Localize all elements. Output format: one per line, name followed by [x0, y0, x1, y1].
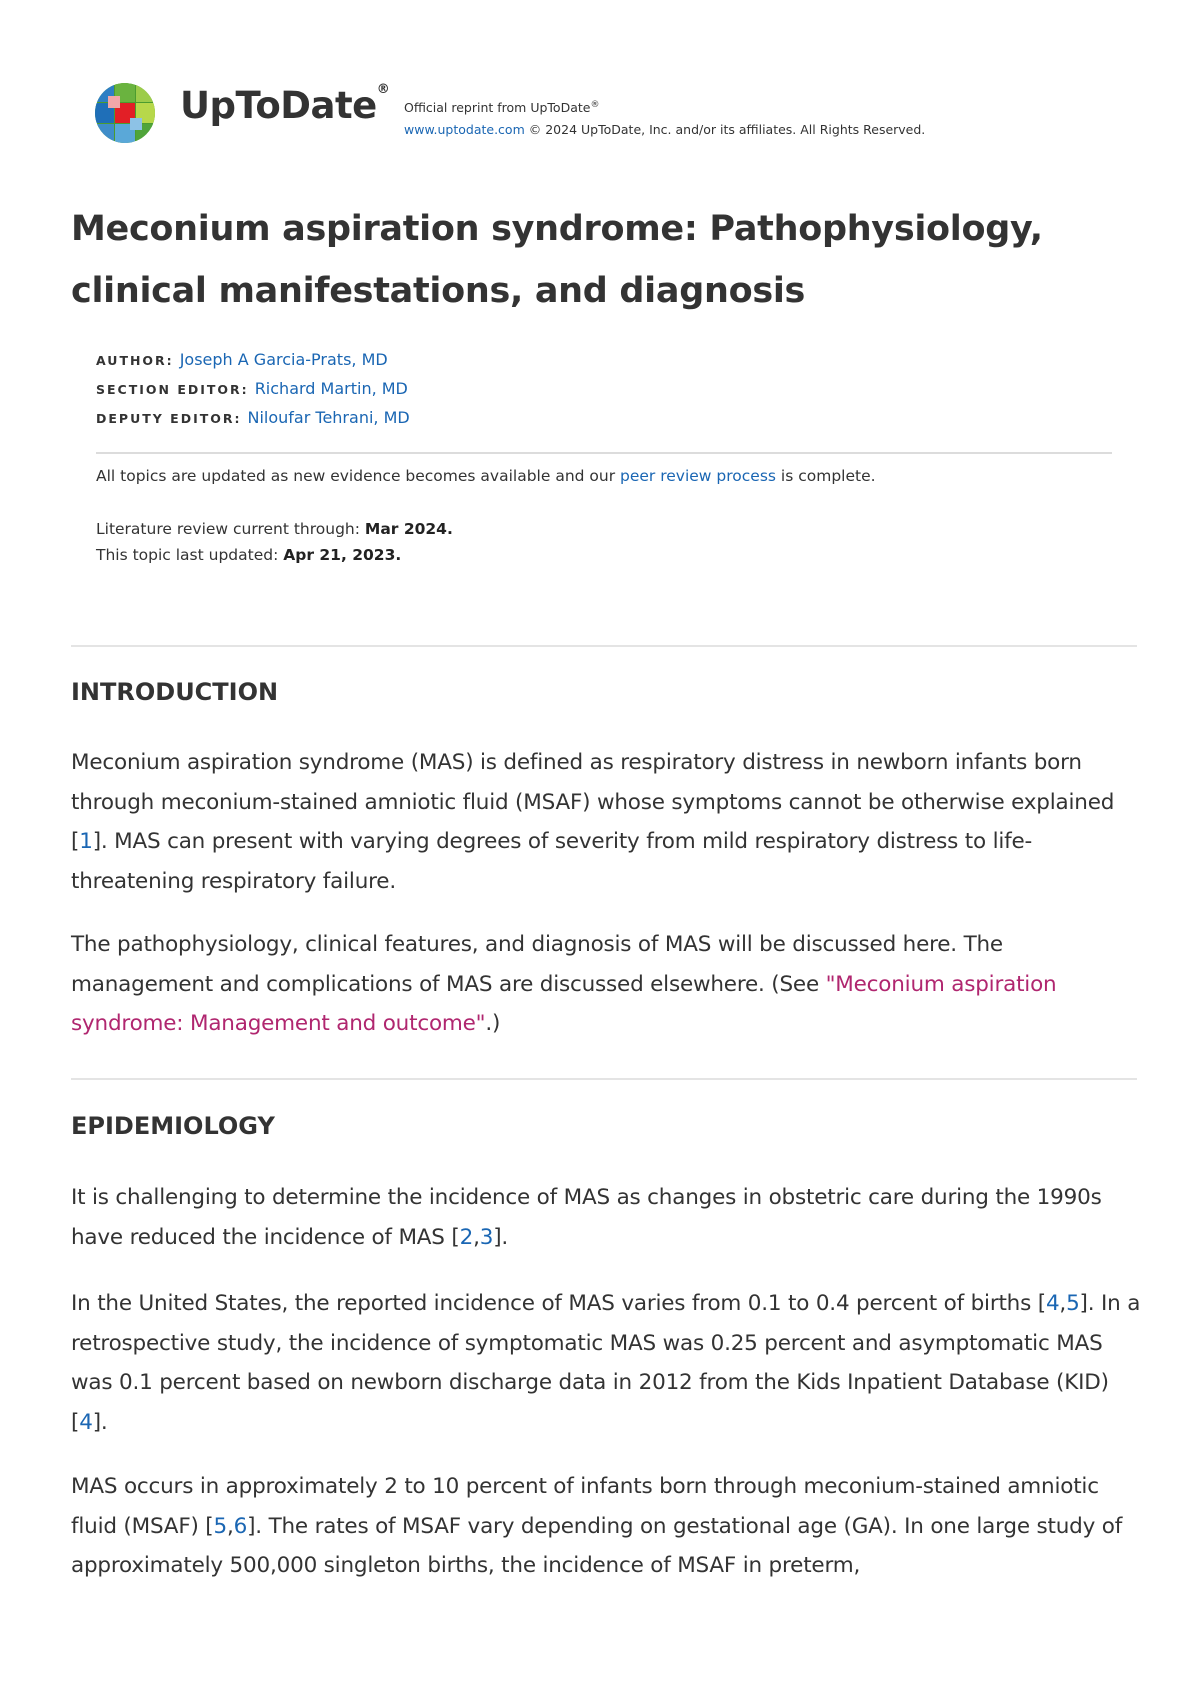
epidemiology-paragraph-3: MAS occurs in approximately 2 to 10 percent of infants born through meconium-stained amniotic fluid (MSAF) [5,6]. The rates of MSAF vary depending on gestational age (GA). In one large study of approximately 500,000 singleton births, the incidence of MSAF in preterm, [71, 1474, 1123, 1578]
section-divider [71, 1078, 1137, 1080]
section-editor-link[interactable]: Richard Martin, MD [254, 379, 408, 398]
reference-link[interactable]: 4 [79, 1409, 93, 1435]
uptodate-site-link[interactable]: www.uptodate.com [404, 122, 525, 138]
reference-link[interactable]: 5 [1066, 1291, 1080, 1316]
peer-review-link[interactable]: peer review process [620, 467, 776, 485]
last-updated-date: This topic last updated: Apr 21, 2023. [96, 546, 402, 564]
literature-review-date: Literature review current through: Mar 2024. [96, 520, 453, 538]
page-title: Meconium aspiration syndrome: Pathophysiology, clinical manifestations, and diagnosis [71, 209, 1043, 311]
reference-link[interactable]: 3 [479, 1224, 494, 1250]
deputy-editor-row: DEPUTY EDITOR: Niloufar Tehrani, MD [96, 408, 410, 427]
reference-link[interactable]: 4 [1045, 1291, 1060, 1316]
reference-link[interactable]: 5 [213, 1513, 227, 1539]
section-editor-row: SECTION EDITOR: Richard Martin, MD [96, 379, 408, 398]
brand-name: UpToDate® [180, 81, 390, 127]
reprint-notice: Official reprint from UpToDate® www.uptodate.com © 2024 UpToDate, Inc. and/or its affiliates. All Rights Reserved. [404, 100, 926, 138]
author-row: AUTHOR: Joseph A Garcia-Prats, MD [96, 350, 388, 369]
reference-link[interactable]: 6 [233, 1513, 248, 1539]
introduction-paragraph-2: The pathophysiology, clinical features, and diagnosis of MAS will be discussed here. The management and complications of MAS are discussed elsewhere. (See "Meconium aspiration syndrome: Management and outcome".) [71, 932, 1057, 1036]
epidemiology-paragraph-1: It is challenging to determine the incidence of MAS as changes in obstetric care during the 1990s have reduced the incidence of MAS [2,3]. [71, 1185, 1102, 1250]
update-notice: All topics are updated as new evidence becomes available and our peer review process is complete. [96, 467, 876, 485]
introduction-heading: INTRODUCTION [71, 678, 279, 706]
divider [96, 452, 1112, 454]
uptodate-logo-icon [94, 82, 156, 144]
reference-link[interactable]: 1 [79, 829, 93, 854]
epidemiology-paragraph-2: In the United States, the reported incidence of MAS varies from 0.1 to 0.4 percent of births [4,5]. In a retrospective study, the incidence of symptomatic MAS was 0.25 percent and asymptomatic MAS was 0.1 percent based on newborn discharge data in 2012 from the Kids Inpatient Database (KID) [4]. [71, 1291, 1141, 1435]
introduction-paragraph-1: Meconium aspiration syndrome (MAS) is defined as respiratory distress in newborn infants born through meconium-stained amniotic fluid (MSAF) whose symptoms cannot be otherwise explained [1]. MAS can present with varying degrees of severity from mild respiratory distress to life-threatening respiratory failure. [71, 750, 1115, 894]
author-link[interactable]: Joseph A Garcia-Prats, MD [179, 350, 388, 369]
copyright-text: © 2024 UpToDate, Inc. and/or its affiliates. All Rights Reserved. [528, 122, 926, 138]
related-topic-link[interactable]: "Meconium aspiration syndrome: Management and outcome" [71, 971, 1057, 1036]
reference-link[interactable]: 2 [459, 1224, 474, 1250]
author-list [96, 346, 410, 433]
deputy-editor-link[interactable]: Niloufar Tehrani, MD [247, 408, 410, 427]
epidemiology-heading: EPIDEMIOLOGY [71, 1112, 275, 1140]
section-divider [71, 645, 1137, 647]
